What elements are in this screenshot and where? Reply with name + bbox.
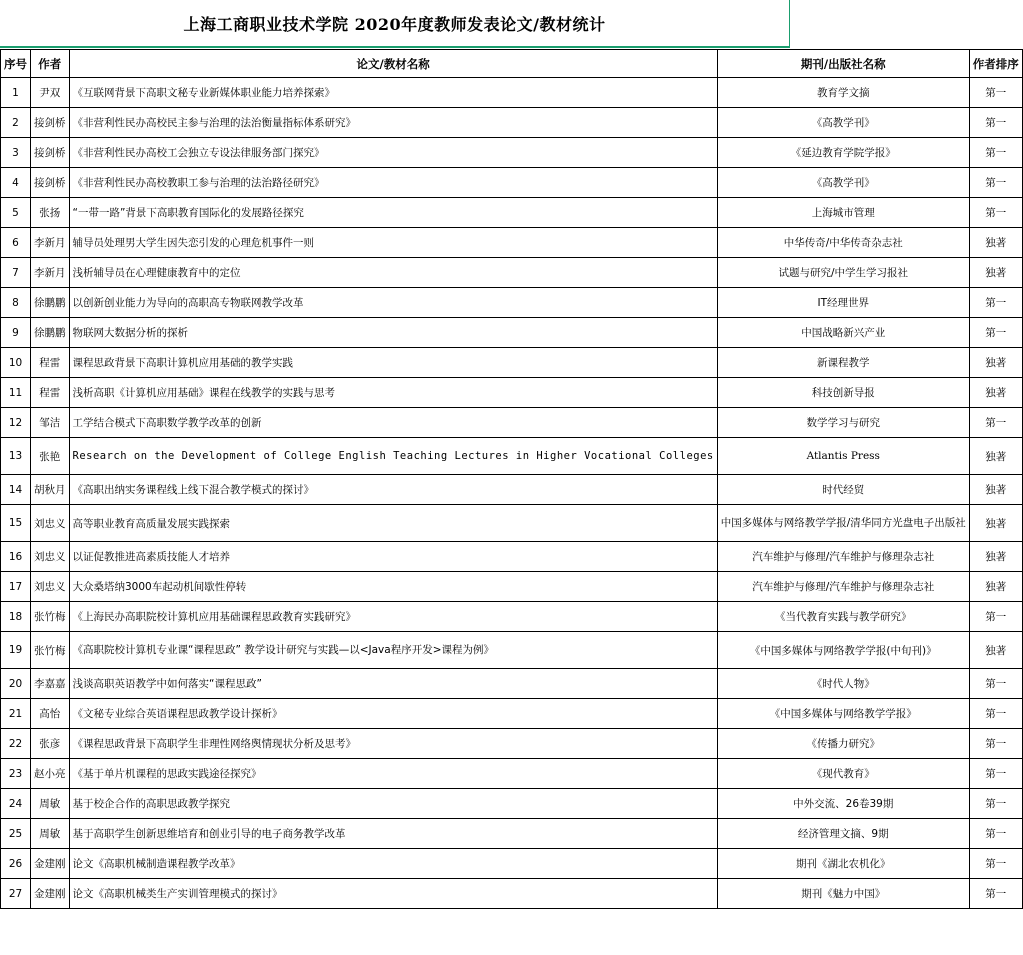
cell-publisher[interactable]: 上海城市管理 [717,198,969,228]
table-row [1,572,1023,602]
cell-rank[interactable]: 第一 [969,819,1022,849]
table-row [1,168,1023,198]
cell-paper[interactable]: 浅析高职《计算机应用基础》课程在线教学的实践与思考 [69,378,717,408]
cell-paper[interactable]: 大众桑塔纳3000车起动机间歇性停转 [69,572,717,602]
cell-paper[interactable]: 《非营利性民办高校工会独立专设法律服务部门探究》 [69,138,717,168]
cell-no[interactable]: 19 [1,632,31,669]
table-row [1,789,1023,819]
cell-publisher[interactable]: 科技创新导报 [717,378,969,408]
cell-no[interactable]: 21 [1,699,31,729]
cell-rank[interactable]: 第一 [969,408,1022,438]
table-row [1,669,1023,699]
cell-no[interactable]: 8 [1,288,31,318]
cell-no[interactable]: 22 [1,729,31,759]
cell-author[interactable]: 刘忠义 [31,542,70,572]
table-row [1,408,1023,438]
cell-paper[interactable]: 辅导员处理男大学生因失恋引发的心理危机事件一则 [69,228,717,258]
table-row [1,632,1023,669]
table-row [1,378,1023,408]
cell-publisher[interactable]: 教育学文摘 [717,78,969,108]
column-header-author[interactable]: 作者 [31,50,70,78]
cell-rank[interactable]: 独著 [969,348,1022,378]
cell-paper[interactable]: 浅析辅导员在心理健康教育中的定位 [69,258,717,288]
cell-publisher[interactable]: 《中国多媒体与网络教学学报(中旬刊)》 [717,632,969,669]
cell-author[interactable]: 张艳 [31,438,70,475]
cell-publisher[interactable]: 《延边教育学院学报》 [717,138,969,168]
cell-author[interactable]: 赵小亮 [31,759,70,789]
cell-publisher[interactable]: 期刊《湖北农机化》 [717,849,969,879]
table-row [1,542,1023,572]
cell-author[interactable]: 金建刚 [31,849,70,879]
cell-rank[interactable]: 独著 [969,632,1022,669]
cell-publisher[interactable]: 《当代教育实践与教学研究》 [717,602,969,632]
cell-rank[interactable]: 独著 [969,475,1022,505]
cell-publisher[interactable]: 经济管理文摘、9期 [717,819,969,849]
cell-paper[interactable]: 课程思政背景下高职计算机应用基础的教学实践 [69,348,717,378]
statistics-table [0,49,1023,909]
cell-no[interactable]: 16 [1,542,31,572]
cell-paper[interactable]: 《高职院校计算机专业课“课程思政” 教学设计研究与实践—以<Java程序开发>课程为例》 [69,632,717,669]
table-row [1,602,1023,632]
cell-paper[interactable]: 《高职出纳实务课程线上线下混合教学模式的探讨》 [69,475,717,505]
cell-paper[interactable]: 浅谈高职英语教学中如何落实“课程思政” [69,669,717,699]
cell-author[interactable]: 程雷 [31,348,70,378]
table-row [1,729,1023,759]
cell-no[interactable]: 24 [1,789,31,819]
cell-no[interactable]: 6 [1,228,31,258]
cell-paper[interactable]: “一带一路”背景下高职教育国际化的发展路径探究 [69,198,717,228]
cell-rank[interactable]: 第一 [969,729,1022,759]
cell-rank[interactable]: 第一 [969,669,1022,699]
cell-no[interactable]: 4 [1,168,31,198]
cell-publisher[interactable]: Atlantis Press [717,438,969,475]
table-row [1,138,1023,168]
column-header-no[interactable]: 序号 [1,50,31,78]
cell-author[interactable]: 接剑桥 [31,168,70,198]
cell-author[interactable]: 胡秋月 [31,475,70,505]
cell-publisher[interactable]: 《传播力研究》 [717,729,969,759]
cell-no[interactable]: 17 [1,572,31,602]
cell-author[interactable]: 接剑桥 [31,138,70,168]
cell-rank[interactable]: 独著 [969,572,1022,602]
cell-no[interactable]: 26 [1,849,31,879]
cell-no[interactable]: 18 [1,602,31,632]
cell-author[interactable]: 张竹梅 [31,632,70,669]
cell-publisher[interactable]: 《中国多媒体与网络教学学报》 [717,699,969,729]
cell-author[interactable]: 张竹梅 [31,602,70,632]
cell-no[interactable]: 15 [1,505,31,542]
page-title: 上海工商职业技术学院 2020年度教师发表论文/教材统计 [183,14,606,34]
table-row [1,198,1023,228]
cell-no[interactable]: 12 [1,408,31,438]
cell-rank[interactable]: 独著 [969,505,1022,542]
cell-author[interactable]: 徐鹏鹏 [31,318,70,348]
cell-rank[interactable]: 独著 [969,378,1022,408]
cell-paper[interactable]: 《互联网背景下高职文秘专业新媒体职业能力培养探索》 [69,78,717,108]
cell-author[interactable]: 邹洁 [31,408,70,438]
cell-author[interactable]: 接剑桥 [31,108,70,138]
cell-paper[interactable]: 物联网大数据分析的探析 [69,318,717,348]
cell-author[interactable]: 张彦 [31,729,70,759]
cell-no[interactable]: 1 [1,78,31,108]
cell-paper[interactable]: 《非营利性民办高校教职工参与治理的法治路径研究》 [69,168,717,198]
cell-rank[interactable]: 第一 [969,108,1022,138]
cell-paper[interactable]: 以证促教推进高素质技能人才培养 [69,542,717,572]
cell-paper[interactable]: 《非营利性民办高校民主参与治理的法治衡量指标体系研究》 [69,108,717,138]
cell-author[interactable]: 刘忠义 [31,572,70,602]
cell-paper[interactable]: 《基于单片机课程的思政实践途径探究》 [69,759,717,789]
cell-no[interactable]: 10 [1,348,31,378]
cell-publisher[interactable]: 《高教学刊》 [717,108,969,138]
cell-publisher[interactable]: 汽车维护与修理/汽车维护与修理杂志社 [717,572,969,602]
cell-no[interactable]: 20 [1,669,31,699]
cell-paper[interactable]: 工学结合模式下高职数学教学改革的创新 [69,408,717,438]
cell-rank[interactable]: 独著 [969,228,1022,258]
cell-no[interactable]: 23 [1,759,31,789]
cell-rank[interactable]: 第一 [969,849,1022,879]
cell-rank[interactable]: 独著 [969,258,1022,288]
table-row [1,505,1023,542]
cell-rank[interactable]: 第一 [969,699,1022,729]
cell-author[interactable]: 周敏 [31,789,70,819]
cell-publisher[interactable]: 中外交流、26卷39期 [717,789,969,819]
cell-rank[interactable]: 第一 [969,318,1022,348]
cell-no[interactable]: 9 [1,318,31,348]
cell-publisher[interactable]: 数学学习与研究 [717,408,969,438]
cell-author[interactable]: 高怡 [31,699,70,729]
cell-publisher[interactable]: 《时代人物》 [717,669,969,699]
cell-rank[interactable]: 第一 [969,602,1022,632]
cell-author[interactable]: 徐鹏鹏 [31,288,70,318]
cell-rank[interactable]: 第一 [969,288,1022,318]
cell-paper[interactable]: 基于校企合作的高职思政教学探究 [69,789,717,819]
cell-publisher[interactable]: 试题与研究/中学生学习报社 [717,258,969,288]
table-row [1,228,1023,258]
cell-author[interactable]: 刘忠义 [31,505,70,542]
table-row [1,438,1023,475]
cell-publisher[interactable]: 中华传奇/中华传奇杂志社 [717,228,969,258]
cell-paper[interactable]: 论文《高职机械制造课程教学改革》 [69,849,717,879]
cell-paper[interactable]: Research on the Development of College English Teaching Lectures in Higher Vocational Colleges [69,438,717,475]
cell-publisher[interactable]: 中国多媒体与网络教学学报/清华同方光盘电子出版社 [717,505,969,542]
table-row [1,475,1023,505]
column-header-paper[interactable]: 论文/教材名称 [69,50,717,78]
cell-paper[interactable]: 《文秘专业综合英语课程思政教学设计探析》 [69,699,717,729]
cell-publisher[interactable]: IT经理世界 [717,288,969,318]
cell-publisher[interactable]: 《现代教育》 [717,759,969,789]
cell-no[interactable]: 25 [1,819,31,849]
table-header-row [1,50,1023,78]
cell-publisher[interactable]: 中国战略新兴产业 [717,318,969,348]
cell-paper[interactable]: 《课程思政背景下高职学生非理性网络舆情现状分析及思考》 [69,729,717,759]
table-row [1,288,1023,318]
cell-publisher[interactable]: 新课程教学 [717,348,969,378]
table-row [1,318,1023,348]
table-row [1,819,1023,849]
table-row [1,879,1023,909]
cell-paper[interactable]: 基于高职学生创新思维培育和创业引导的电子商务教学改革 [69,819,717,849]
column-header-publisher[interactable]: 期刊/出版社名称 [717,50,969,78]
cell-rank[interactable]: 第一 [969,168,1022,198]
cell-paper[interactable]: 高等职业教育高质量发展实践探索 [69,505,717,542]
cell-rank[interactable]: 第一 [969,78,1022,108]
cell-rank[interactable]: 第一 [969,789,1022,819]
cell-paper[interactable]: 《上海民办高职院校计算机应用基础课程思政教育实践研究》 [69,602,717,632]
cell-rank[interactable]: 独著 [969,438,1022,475]
cell-publisher[interactable]: 时代经贸 [717,475,969,505]
table-row [1,699,1023,729]
cell-no[interactable]: 2 [1,108,31,138]
title-row [0,0,790,48]
column-header-rank[interactable]: 作者排序 [969,50,1022,78]
cell-author[interactable]: 尹双 [31,78,70,108]
table-row [1,258,1023,288]
cell-author[interactable]: 李新月 [31,228,70,258]
cell-author[interactable]: 李新月 [31,258,70,288]
cell-rank[interactable]: 第一 [969,759,1022,789]
table-row [1,759,1023,789]
cell-no[interactable]: 13 [1,438,31,475]
cell-no[interactable]: 14 [1,475,31,505]
cell-publisher[interactable]: 《高教学刊》 [717,168,969,198]
cell-publisher[interactable]: 期刊《魅力中国》 [717,879,969,909]
cell-author[interactable]: 李嘉嘉 [31,669,70,699]
cell-rank[interactable]: 独著 [969,542,1022,572]
cell-author[interactable]: 金建刚 [31,879,70,909]
cell-publisher[interactable]: 汽车维护与修理/汽车维护与修理杂志社 [717,542,969,572]
cell-no[interactable]: 3 [1,138,31,168]
cell-no[interactable]: 5 [1,198,31,228]
cell-paper[interactable]: 论文《高职机械类生产实训管理模式的探讨》 [69,879,717,909]
table-row [1,108,1023,138]
cell-author[interactable]: 张扬 [31,198,70,228]
cell-author[interactable]: 程雷 [31,378,70,408]
table-row [1,849,1023,879]
cell-rank[interactable]: 第一 [969,138,1022,168]
cell-rank[interactable]: 第一 [969,879,1022,909]
table-row [1,348,1023,378]
cell-no[interactable]: 11 [1,378,31,408]
cell-no[interactable]: 27 [1,879,31,909]
cell-paper[interactable]: 以创新创业能力为导向的高职高专物联网教学改革 [69,288,717,318]
cell-author[interactable]: 周敏 [31,819,70,849]
table-row [1,78,1023,108]
cell-no[interactable]: 7 [1,258,31,288]
cell-rank[interactable]: 第一 [969,198,1022,228]
